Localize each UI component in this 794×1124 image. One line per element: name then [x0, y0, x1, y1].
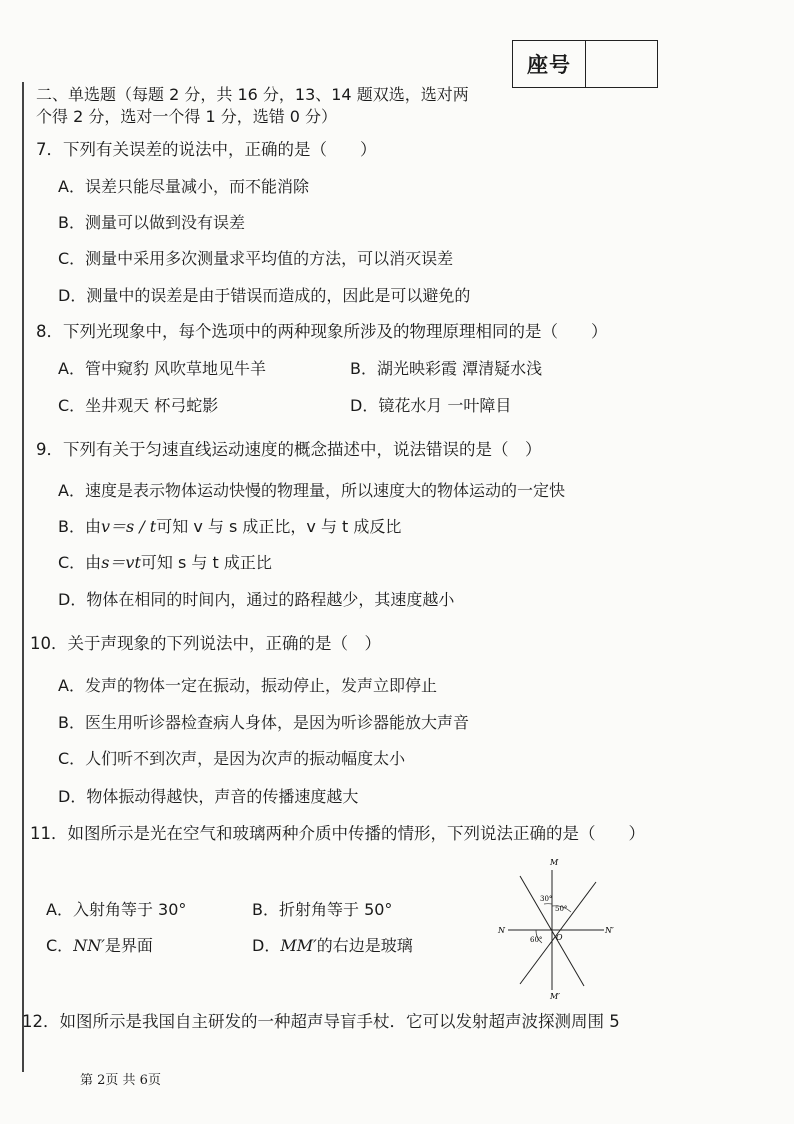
- q11-option-b: B．折射角等于 50°: [252, 900, 393, 919]
- label-angle-60: 60°: [530, 936, 543, 944]
- q9-option-c-prefix: C．由: [58, 553, 102, 572]
- label-angle-30: 30°: [540, 895, 553, 903]
- q10-option-d: D．物体振动得越快，声音的传播速度越大: [58, 787, 359, 806]
- label-n-prime: N′: [605, 926, 614, 935]
- q11-option-a: A．入射角等于 30°: [46, 900, 187, 919]
- seat-number-label: 座号: [513, 41, 586, 87]
- q8-option-c: C．坐井观天 杯弓蛇影: [58, 396, 219, 415]
- q9-option-b: [58, 514, 401, 537]
- q7-option-b: B．测量可以做到没有误差: [58, 213, 245, 232]
- q9-option-c-formula: s＝vt: [101, 553, 141, 572]
- q10-option-b: B．医生用听诊器检查病人身体，是因为听诊器能放大声音: [58, 713, 469, 732]
- label-n: N: [498, 926, 505, 935]
- section-heading-line2: 个得 2 分，选对一个得 1 分，选错 0 分）: [36, 107, 338, 126]
- label-m: M: [550, 858, 559, 867]
- q11-option-c-text: 是界面: [104, 936, 153, 955]
- q8-stem: 8．下列光现象中，每个选项中的两种现象所涉及的物理原理相同的是（ ）: [36, 322, 608, 341]
- q11-stem: 11．如图所示是光在空气和玻璃两种介质中传播的情形，下列说法正确的是（ ）: [30, 824, 645, 843]
- q7-option-d: D．测量中的误差是由于错误而造成的，因此是可以避免的: [58, 286, 471, 305]
- q9-stem: 9．下列有关于匀速直线运动速度的概念描述中，说法错误的是（ ）: [36, 440, 542, 459]
- q8-option-d: D．镜花水月 一叶障目: [350, 396, 512, 415]
- section-heading-line1: 二、单选题（每题 2 分，共 16 分，13、14 题双选，选对两: [36, 85, 469, 104]
- q11-option-d-variable: MM′: [280, 936, 317, 955]
- q11-option-c: [46, 933, 153, 956]
- q8-option-a: A．管中窥豹 风吹草地见牛羊: [58, 359, 267, 378]
- seat-number-box: [512, 40, 658, 88]
- q7-stem: 7．下列有关误差的说法中，正确的是（ ）: [36, 140, 377, 159]
- q12-stem: 12．如图所示是我国自主研发的一种超声导盲手杖．它可以发射超声波探测周围 5: [22, 1012, 620, 1031]
- q9-option-b-text: 可知 v 与 s 成正比，v 与 t 成反比: [156, 517, 402, 536]
- q9-option-b-prefix: B．由: [58, 517, 101, 536]
- label-m-prime: M′: [550, 992, 561, 1001]
- q9-option-c-text: 可知 s 与 t 成正比: [140, 553, 272, 572]
- left-margin-rule: [22, 82, 24, 1072]
- q9-option-c: [58, 550, 272, 573]
- q9-option-d: D．物体在相同的时间内，通过的路程越少，其速度越小: [58, 590, 455, 609]
- q8-option-b: B．湖光映彩霞 潭清疑水浅: [350, 359, 543, 378]
- page-footer: 第 2页 共 6页: [80, 1073, 161, 1088]
- q10-option-a: A．发声的物体一定在振动，振动停止，发声立即停止: [58, 676, 437, 695]
- label-o: O: [556, 933, 563, 942]
- q11-option-c-prefix: C．: [46, 936, 74, 955]
- q10-stem: 10．关于声现象的下列说法中，正确的是（ ）: [30, 634, 381, 653]
- light-refraction-figure: [492, 856, 622, 1006]
- q9-option-b-formula: v＝s / t: [100, 517, 157, 536]
- q11-option-d-prefix: D．: [252, 936, 281, 955]
- q10-option-c: C．人们听不到次声，是因为次声的振动幅度太小: [58, 749, 406, 768]
- q9-option-a: A．速度是表示物体运动快慢的物理量，所以速度大的物体运动的一定快: [58, 481, 565, 500]
- q11-option-d-text: 的右边是玻璃: [316, 936, 413, 955]
- q11-option-c-variable: NN′: [73, 936, 105, 955]
- q7-option-a: A．误差只能尽量减小，而不能消除: [58, 177, 309, 196]
- q7-option-c: C．测量中采用多次测量求平均值的方法，可以消灭误差: [58, 249, 454, 268]
- seat-number-blank: [586, 41, 657, 87]
- label-angle-50: 50°: [555, 905, 568, 913]
- q11-option-d: [252, 933, 413, 956]
